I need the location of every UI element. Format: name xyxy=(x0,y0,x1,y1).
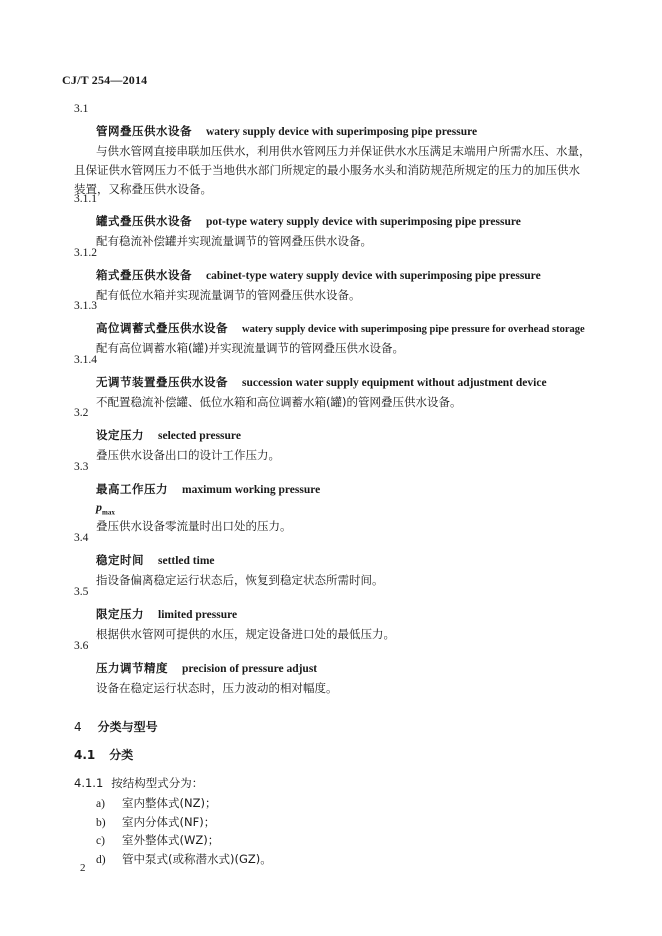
section-heading xyxy=(74,718,158,735)
term-english: pot-type watery supply device with superimposing pipe pressure xyxy=(206,216,521,228)
term-chinese: 罐式叠压供水设备 xyxy=(96,214,192,228)
term-english: watery supply device with superimposing pipe pressure xyxy=(206,126,478,138)
list-marker: c) xyxy=(96,835,105,847)
term-heading xyxy=(96,606,237,622)
clause-number: 3.6 xyxy=(74,640,89,652)
term-english: precision of pressure adjust xyxy=(182,663,318,675)
clause-number: 3.3 xyxy=(74,461,89,473)
symbol-letter: p xyxy=(96,500,102,514)
term-definition: 配有稳流补偿罐并实现流量调节的管网叠压供水设备。 xyxy=(96,234,372,248)
term-heading xyxy=(96,320,585,336)
subsubsection-number: 4.1.1 xyxy=(74,776,104,790)
list-item-text: 室外整体式(WZ)； xyxy=(122,833,220,847)
definition-line: 装置，又称叠压供水设备。 xyxy=(74,182,212,196)
list-item xyxy=(96,832,272,851)
list-marker: d) xyxy=(96,853,106,866)
list-item-text: 室内分体式(NF)； xyxy=(122,814,216,829)
term-english: maximum working pressure xyxy=(182,484,321,496)
term-english: selected pressure xyxy=(158,430,241,442)
term-heading xyxy=(96,660,317,676)
subsubsection-title-text: 按结构型式分为： xyxy=(111,776,204,790)
term-chinese: 最高工作压力 xyxy=(96,482,168,496)
term-chinese: 无调节装置叠压供水设备 xyxy=(96,375,228,389)
list-marker: b) xyxy=(96,816,106,829)
clause-number: 3.5 xyxy=(74,586,89,598)
term-english: limited pressure xyxy=(158,609,238,621)
section-number: 4 xyxy=(74,720,82,734)
list-item-text: 室内整体式(NZ)； xyxy=(122,796,217,810)
list-item xyxy=(96,851,272,870)
term-chinese: 设定压力 xyxy=(96,428,144,442)
term-heading xyxy=(96,374,547,390)
term-chinese: 管网叠压供水设备 xyxy=(96,124,192,138)
clause-number: 3.4 xyxy=(74,532,89,544)
term-heading xyxy=(96,481,320,497)
term-chinese: 稳定时间 xyxy=(96,553,144,567)
term-definition: 设备在稳定运行状态时，压力波动的相对幅度。 xyxy=(96,681,338,695)
page-number: 2 xyxy=(80,862,86,874)
term-heading xyxy=(96,213,521,229)
term-heading xyxy=(96,427,241,443)
term-chinese: 限定压力 xyxy=(96,607,144,621)
subsection-number: 4.1 xyxy=(74,748,96,762)
term-definition: 根据供水管网可提供的水压，规定设备进口处的最低压力。 xyxy=(96,627,395,641)
term-definition: 叠压供水设备出口的设计工作压力。 xyxy=(96,448,280,462)
structure-type-list xyxy=(96,795,272,869)
list-item xyxy=(96,814,272,833)
term-english: settled time xyxy=(158,555,215,567)
term-chinese: 高位调蓄式叠压供水设备 xyxy=(96,321,228,335)
term-definition: 叠压供水设备零流量时出口处的压力。 xyxy=(96,519,292,533)
term-definition: 配有低位水箱并实现流量调节的管网叠压供水设备。 xyxy=(96,288,361,302)
definition-line: 与供水管网直接串联加压供水，利用供水管网压力并保证供水水压满足末端用户所需水压、水量， xyxy=(96,144,591,158)
list-item xyxy=(96,795,272,814)
clause-number: 3.1.2 xyxy=(74,247,97,259)
term-chinese: 箱式叠压供水设备 xyxy=(96,268,192,282)
list-item-text: 管中泵式(或称潜水式)(GZ)。 xyxy=(122,851,272,866)
term-heading xyxy=(96,267,541,283)
document-code-header: CJ/T 254—2014 xyxy=(62,73,148,87)
subsection-heading xyxy=(74,746,133,763)
term-heading xyxy=(96,123,477,139)
list-marker: a) xyxy=(96,798,105,810)
term-definition: 指设备偏离稳定运行状态后，恢复到稳定状态所需时间。 xyxy=(96,573,384,587)
symbol-subscript: max xyxy=(102,508,115,517)
clause-number: 3.1.4 xyxy=(74,354,97,366)
symbol-p-max xyxy=(96,500,115,516)
subsubsection-heading xyxy=(74,775,203,791)
clause-number: 3.2 xyxy=(74,407,89,419)
clause-number: 3.1.3 xyxy=(74,300,97,312)
section-title-text: 分类与型号 xyxy=(97,720,158,734)
term-definition: 配有高位调蓄水箱(罐)并实现流量调节的管网叠压供水设备。 xyxy=(96,341,404,355)
term-heading xyxy=(96,552,215,568)
term-english: watery supply device with superimposing pipe pressure for overhead storage xyxy=(242,324,585,335)
term-definition: 不配置稳流补偿罐、低位水箱和高位调蓄水箱(罐)的管网叠压供水设备。 xyxy=(96,395,462,409)
clause-number: 3.1.1 xyxy=(74,193,97,205)
term-english: succession water supply equipment without adjustment device xyxy=(242,377,547,389)
term-chinese: 压力调节精度 xyxy=(96,661,168,675)
definition-line: 且保证供水管网压力不低于当地供水部门所规定的最小服务水头和消防规范所规定的压力的加压供水 xyxy=(74,163,580,177)
term-english: cabinet-type watery supply device with superimposing pipe pressure xyxy=(206,270,541,282)
clause-number: 3.1 xyxy=(74,103,89,115)
subsection-title-text: 分类 xyxy=(109,748,134,762)
